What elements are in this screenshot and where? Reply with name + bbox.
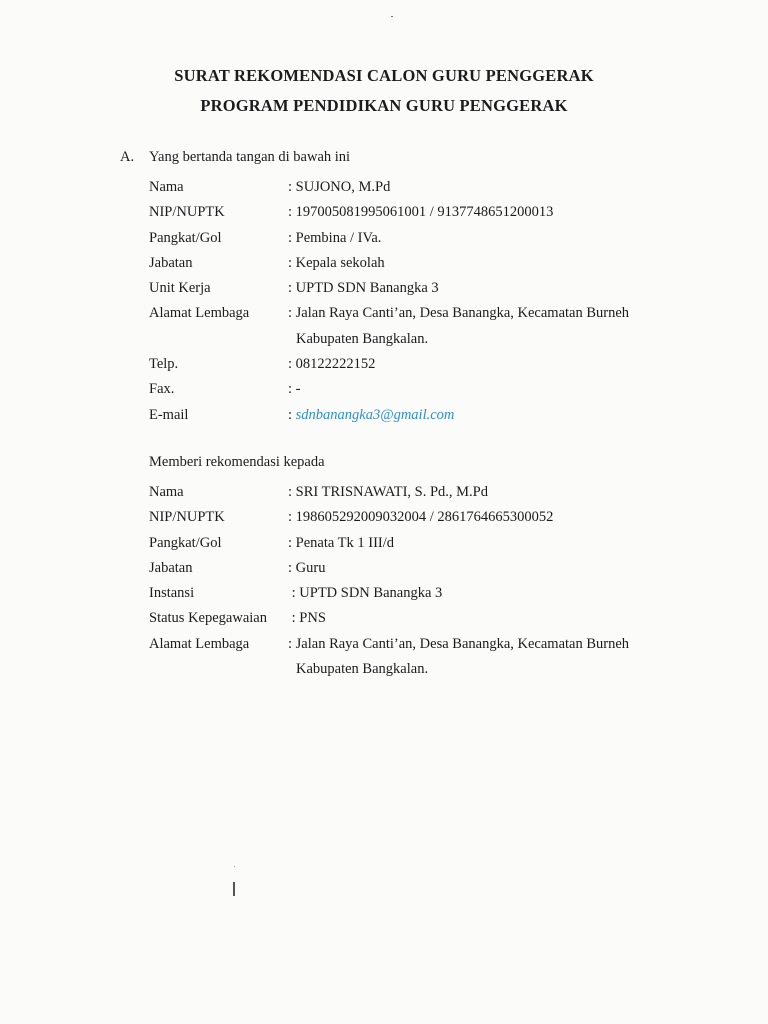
field-value-pangkat: : Penata Tk 1 III/d [288, 534, 395, 551]
field-label-pangkat: Pangkat/Gol [149, 534, 222, 551]
recommended-details [149, 480, 709, 682]
alamat-line2: Kabupaten Bangkalan. [296, 661, 429, 678]
field-value-nama: : SUJONO, M.Pd [288, 179, 391, 195]
field-row [149, 352, 709, 377]
field-row [149, 251, 709, 276]
field-label-jabatan: Jabatan [149, 559, 193, 576]
scan-mark [233, 882, 235, 896]
field-label-unit-kerja: Unit Kerja [149, 280, 211, 297]
field-value-unit-kerja: : UPTD SDN Banangka 3 [288, 280, 439, 297]
field-value-nip: : 197005081995061001 / 9137748651200013 [288, 204, 554, 221]
field-label-pangkat: Pangkat/Gol [149, 229, 222, 246]
field-row [149, 581, 709, 606]
field-value-nama: : SRI TRISNAWATI, S. Pd., M.Pd [288, 484, 488, 500]
field-row [149, 480, 709, 505]
field-label-nama: Nama [149, 484, 184, 500]
section-a-intro: Yang bertanda tangan di bawah ini [149, 149, 351, 165]
field-value-email [288, 403, 709, 428]
field-value-fax: : - [288, 381, 301, 398]
field-row [149, 505, 709, 530]
field-value-alamat [288, 632, 709, 683]
field-row [149, 226, 709, 251]
email-link[interactable]: sdnbanangka3@gmail.com [295, 406, 455, 423]
field-row [149, 276, 709, 301]
field-value-jabatan: : Kepala sekolah [288, 254, 385, 271]
field-value-nip: : 198605292009032004 / 2861764665300052 [288, 509, 554, 526]
field-value-jabatan: : Guru [288, 559, 326, 576]
letter-subtitle: PROGRAM PENDIDIKAN GURU PENGGERAK [200, 96, 568, 115]
alamat-line2: Kabupaten Bangkalan. [296, 330, 429, 347]
letter-title: SURAT REKOMENDASI CALON GURU PENGGERAK [174, 66, 594, 85]
field-label-nip: NIP/NUPTK [149, 509, 225, 526]
field-label-status: Status Kepegawaian [149, 610, 267, 627]
field-label-jabatan: Jabatan [149, 254, 193, 271]
field-label-email: E-mail [149, 406, 189, 423]
scan-speck [391, 16, 393, 17]
field-label-instansi: Instansi [149, 585, 195, 602]
field-label-nip: NIP/NUPTK [149, 204, 225, 221]
field-label-fax: Fax. [149, 381, 175, 398]
field-row [149, 531, 709, 556]
field-row [149, 403, 709, 428]
field-row [149, 556, 709, 581]
field-row [149, 301, 709, 352]
field-value-status: : PNS [288, 610, 326, 627]
alamat-line1: : Jalan Raya Canti’an, Desa Banangka, Kecamatan Burneh [288, 635, 630, 652]
field-label-alamat: Alamat Lembaga [149, 305, 250, 322]
field-value-instansi: : UPTD SDN Banangka 3 [288, 585, 443, 602]
field-value-telp: : 08122222152 [288, 356, 376, 373]
field-label-nama: Nama [149, 179, 184, 195]
email-prefix: : [288, 406, 296, 423]
field-label-telp: Telp. [149, 356, 179, 373]
field-row [149, 606, 709, 631]
field-row [149, 175, 709, 200]
field-row [149, 377, 709, 402]
field-value-pangkat: : Pembina / IVa. [288, 229, 382, 246]
section-b-intro: Memberi rekomendasi kepada [149, 454, 325, 470]
section-a-marker: A. [120, 149, 135, 165]
field-row [149, 632, 709, 683]
scan-speck [234, 866, 235, 867]
recommender-details [149, 175, 709, 428]
alamat-line1: : Jalan Raya Canti’an, Desa Banangka, Kecamatan Burneh [288, 305, 630, 322]
field-row [149, 200, 709, 225]
field-value-alamat [288, 301, 709, 352]
field-label-alamat: Alamat Lembaga [149, 635, 250, 652]
